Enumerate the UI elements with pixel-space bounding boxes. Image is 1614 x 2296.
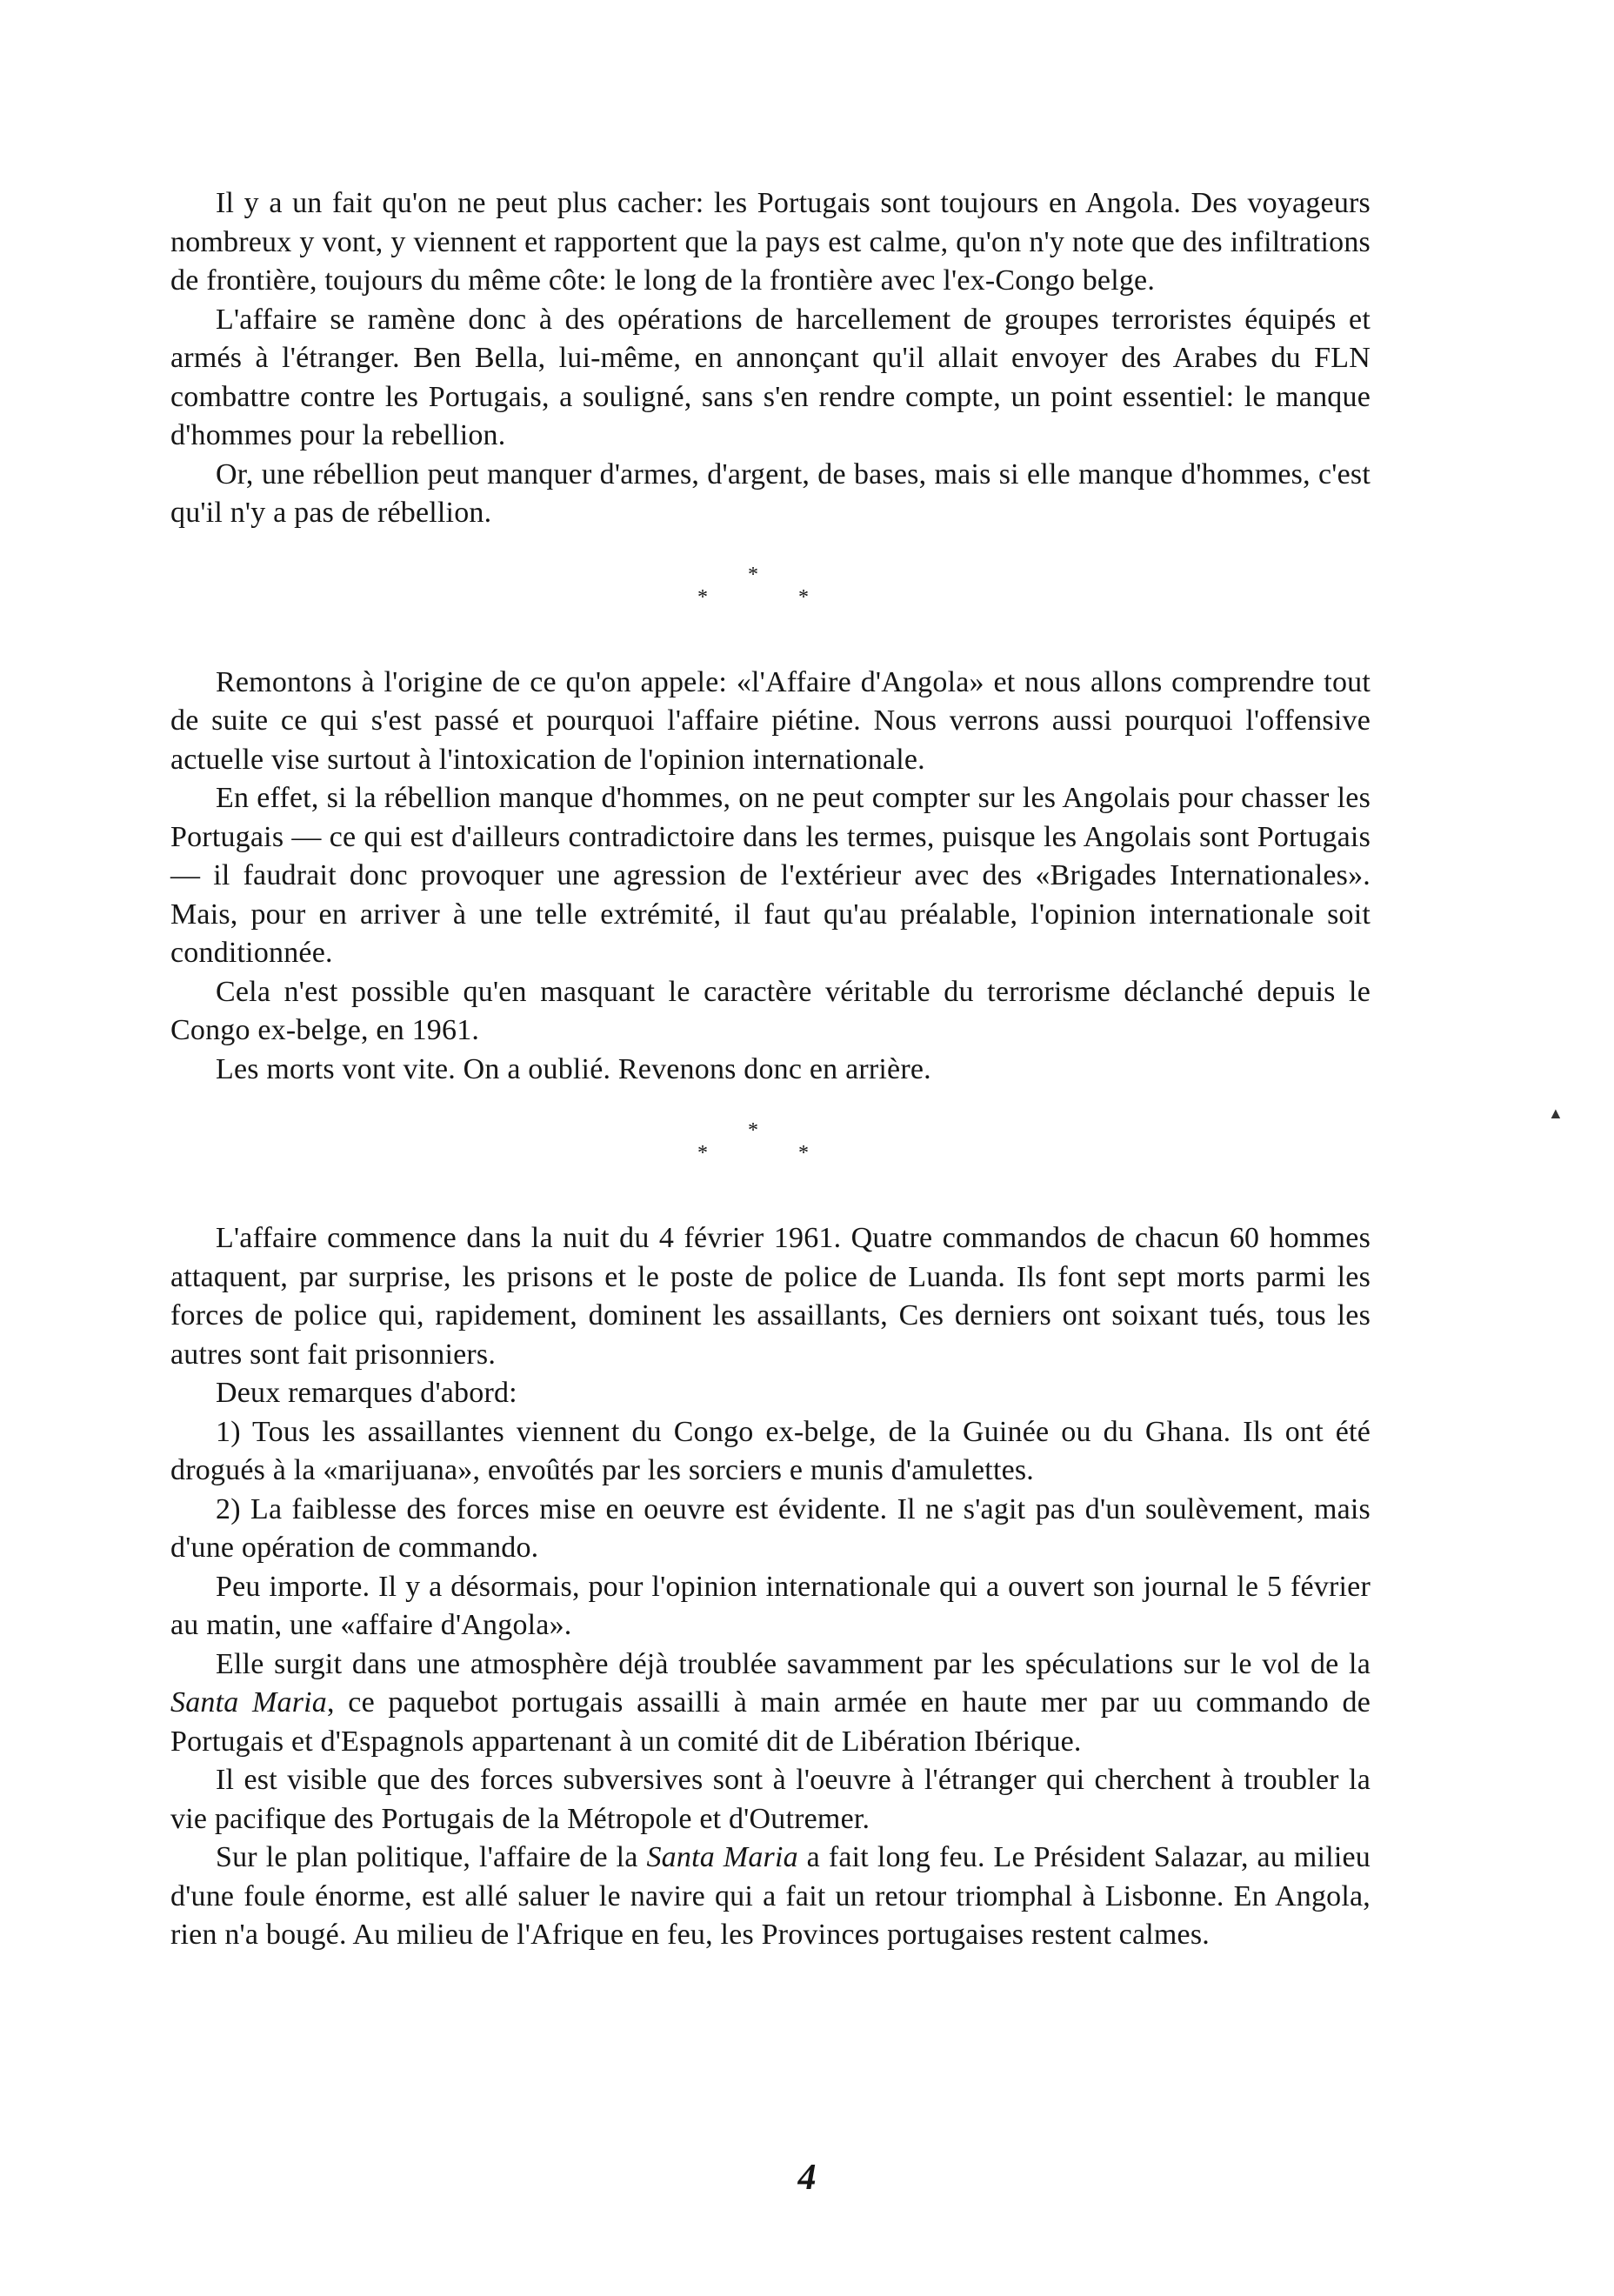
asterisk-right: * bbox=[798, 1142, 809, 1165]
paragraph-with-italic: Sur le plan politique, l'affaire de la Santa Maria a fait long feu. Le Président Salazar, au milieu d'une foule énorme, est allé saluer le navire qui a fait un retour triomphal à Lisbonne. En Angola, rien n'a bougé. Au milieu de l'Afrique en feu, les Provinces portugaises restent calmes. bbox=[170, 1841, 1371, 1951]
paragraph: Remontons à l'origine de ce qu'on appele: «l'Affaire d'Angola» et nous allons comprendre tout de suite ce qui s'est passé et pourquoi l'affaire piétine. Nous verrons aussi pourquoi l'offensive actuelle vise surtout à l'intoxication de l'opinion internationale. bbox=[170, 665, 1371, 776]
paragraph: L'affaire se ramène donc à des opérations de harcellement de groupes terroristes équipés et armés à l'étranger. Ben Bella, lui-même, en annonçant qu'il allait envoyer des Arabes du FLN combattre contre les Portugais, a souligné, sans s'en rendre compte, un point essentiel: le manque d'hommes pour la rebellion. bbox=[170, 303, 1371, 451]
paragraph: En effet, si la rébellion manque d'hommes, on ne peut compter sur les Angolais pour chasser les Portugais — ce qui est d'ailleurs contradictoire dans les termes, puisque les Angolais sont Portugais — il faudrait donc provoquer une agression de l'extérieur avec des «Brigades Internationales». Mais, pour en arriver à une telle extrémité, il faut qu'au préalable, l'opinion internationale soit conditionnée. bbox=[170, 782, 1371, 969]
paragraph-with-italic: Elle surgit dans une atmosphère déjà troublée savamment par les spéculations sur le vol de la Santa Maria, ce paquebot portugais assailli à main armée en haute mer par uu commando de Portugais et d'Espagnols appartenant à un comité dit de Libération Ibérique. bbox=[170, 1647, 1371, 1758]
dinkus-asterism bbox=[170, 1120, 1371, 1172]
paragraph: Cela n'est possible qu'en masquant le caractère véritable du terrorisme déclanché depuis le Congo ex-belge, en 1961. bbox=[170, 975, 1371, 1046]
paragraph: Les morts vont vite. On a oublié. Revenons donc en arrière. bbox=[216, 1052, 931, 1085]
paragraph: 2) La faiblesse des forces mise en oeuvre est évidente. Il ne s'agit pas d'un soulèvement, mais d'une opération de commando. bbox=[170, 1492, 1371, 1564]
page-number: 4 bbox=[797, 2158, 817, 2198]
paragraph: 1) Tous les assaillantes viennent du Congo ex-belge, de la Guinée ou du Ghana. Ils ont été drogués à la «marijuana», envoûtés par les sorciers e munis d'amulettes. bbox=[170, 1415, 1371, 1486]
asterisk-top: * bbox=[748, 563, 758, 586]
asterisk-right: * bbox=[798, 585, 809, 609]
section-break bbox=[170, 533, 1371, 664]
paragraph: Or, une rébellion peut manquer d'armes, d'argent, de bases, mais si elle manque d'hommes, c'est qu'il n'y a pas de rébellion. bbox=[170, 457, 1371, 529]
paragraph: Il y a un fait qu'on ne peut plus cacher: les Portugais sont toujours en Angola. Des voyageurs nombreux y vont, y viennent et rapportent que la pays est calme, qu'on n'y note que des infiltrations de frontière, toujours du même côte: le long de la frontière avec l'ex-Congo belge. bbox=[170, 187, 1371, 297]
asterisk-left: * bbox=[697, 1142, 708, 1165]
paragraph: L'affaire commence dans la nuit du 4 février 1961. Quatre commandos de chacun 60 hommes attaquent, par surprise, les prisons et le poste de police de Luanda. Ils font sept morts parmi les forces de police qui, rapidement, dominent les assaillants, Ces derniers ont soixant tués, tous les autres sont fait prisonniers. bbox=[170, 1222, 1371, 1371]
asterisk-left: * bbox=[697, 585, 708, 609]
paragraph: Il est visible que des forces subversives sont à l'oeuvre à l'étranger qui cherchent à troubler la vie pacifique des Portugais de la Métropole et d'Outremer. bbox=[170, 1764, 1371, 1835]
ship-name-italic: Santa Maria bbox=[170, 1686, 328, 1719]
paragraph: Deux remarques d'abord: bbox=[216, 1377, 517, 1409]
paragraph: Peu importe. Il y a désormais, pour l'opinion internationale qui a ouvert son journal le 5 février au matin, une «affaire d'Angola». bbox=[170, 1570, 1371, 1641]
section-break bbox=[170, 1089, 1371, 1219]
text-column bbox=[170, 184, 1371, 1955]
ship-name-italic: Santa Maria bbox=[646, 1841, 798, 1873]
dinkus-asterism bbox=[170, 564, 1371, 617]
margin-mark-icon: ▲ bbox=[1548, 1105, 1564, 1122]
asterisk-top: * bbox=[748, 1119, 758, 1142]
